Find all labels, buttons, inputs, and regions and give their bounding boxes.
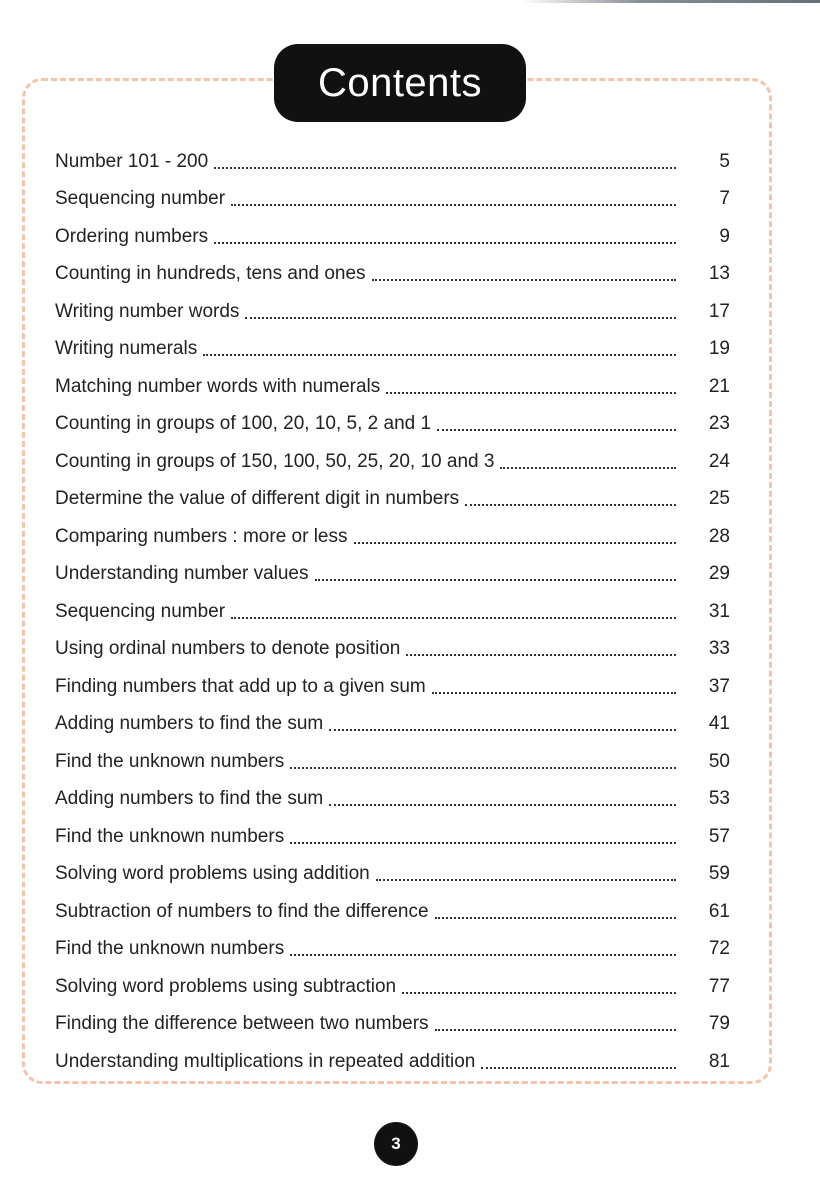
toc-dot-leader (231, 188, 676, 206)
toc-entry[interactable] (55, 331, 730, 369)
toc-entry[interactable] (55, 443, 730, 481)
toc-entry[interactable] (55, 856, 730, 894)
toc-dot-leader (354, 526, 677, 544)
toc-dot-leader (329, 788, 676, 806)
toc-entry-title: Counting in groups of 100, 20, 10, 5, 2 and 1 (55, 413, 432, 435)
toc-dot-leader (481, 1051, 676, 1069)
toc-entry-title: Counting in groups of 150, 100, 50, 25, 20, 10 and 3 (55, 450, 495, 472)
toc-dot-leader (203, 338, 676, 356)
toc-entry[interactable] (55, 143, 730, 181)
toc-entry-page: 5 (719, 150, 730, 172)
toc-entry[interactable] (55, 893, 730, 931)
toc-entry[interactable] (55, 1006, 730, 1044)
toc-entry[interactable] (55, 593, 730, 631)
page-number-badge (374, 1122, 418, 1166)
toc-entry-page: 13 (708, 263, 730, 285)
toc-entry-page: 41 (708, 713, 730, 735)
toc-dot-leader (432, 676, 676, 694)
toc-entry-page: 23 (708, 413, 730, 435)
toc-entry-title: Find the unknown numbers (55, 825, 285, 847)
toc-dot-leader (245, 301, 676, 319)
toc-entry-page: 59 (708, 863, 730, 885)
toc-entry[interactable] (55, 1043, 730, 1081)
page-number: 3 (391, 1134, 401, 1153)
toc-entry[interactable] (55, 631, 730, 669)
toc-entry-page: 33 (708, 638, 730, 660)
toc-dot-leader (402, 976, 676, 994)
toc-entry-title: Finding the difference between two numbers (55, 1013, 429, 1035)
toc-entry-title: Solving word problems using subtraction (55, 975, 397, 997)
toc-entry-title: Comparing numbers : more or less (55, 525, 348, 547)
toc-entry-page: 79 (708, 1013, 730, 1035)
page-top-edge-shadow (520, 0, 820, 3)
toc-entry[interactable] (55, 968, 730, 1006)
toc-entry-page: 21 (708, 375, 730, 397)
toc-entry[interactable] (55, 256, 730, 294)
toc-dot-leader (329, 713, 676, 731)
toc-entry[interactable] (55, 743, 730, 781)
toc-entry-title: Writing numerals (55, 338, 198, 360)
toc-entry-title: Understanding number values (55, 563, 309, 585)
toc-entry-page: 77 (708, 975, 730, 997)
toc-dot-leader (465, 488, 676, 506)
toc-dot-leader (435, 1013, 676, 1031)
toc-entry-page: 9 (719, 225, 730, 247)
toc-entry[interactable] (55, 368, 730, 406)
toc-entry-title: Find the unknown numbers (55, 938, 285, 960)
toc-entry[interactable] (55, 518, 730, 556)
toc-entry-title: Ordering numbers (55, 225, 209, 247)
toc-entry[interactable] (55, 931, 730, 969)
toc-entry-title: Understanding multiplications in repeated addition (55, 1050, 476, 1072)
toc-entry-page: 57 (708, 825, 730, 847)
toc-entry[interactable] (55, 668, 730, 706)
toc-dot-leader (437, 413, 676, 431)
toc-entry-page: 24 (708, 450, 730, 472)
toc-dot-leader (290, 938, 676, 956)
toc-dot-leader (406, 638, 676, 656)
toc-entry-title: Finding numbers that add up to a given sum (55, 675, 426, 697)
toc-entry-page: 7 (719, 188, 730, 210)
toc-entry[interactable] (55, 556, 730, 594)
toc-entry-page: 28 (708, 525, 730, 547)
toc-dot-leader (315, 563, 677, 581)
toc-entry-page: 19 (708, 338, 730, 360)
contents-heading-badge (274, 44, 526, 122)
toc-entry-title: Using ordinal numbers to denote position (55, 638, 401, 660)
toc-entry-title: Determine the value of different digit in numbers (55, 488, 460, 510)
toc-entry-title: Adding numbers to find the sum (55, 788, 324, 810)
toc-dot-leader (214, 151, 676, 169)
table-of-contents (55, 143, 730, 1081)
toc-dot-leader (214, 226, 676, 244)
toc-entry-title: Counting in hundreds, tens and ones (55, 263, 366, 285)
toc-entry-title: Find the unknown numbers (55, 750, 285, 772)
toc-entry-title: Sequencing number (55, 188, 226, 210)
toc-entry-page: 72 (708, 938, 730, 960)
toc-entry[interactable] (55, 406, 730, 444)
toc-entry[interactable] (55, 218, 730, 256)
toc-entry-page: 50 (708, 750, 730, 772)
toc-entry[interactable] (55, 181, 730, 219)
toc-entry-page: 29 (708, 563, 730, 585)
toc-entry-title: Matching number words with numerals (55, 375, 381, 397)
toc-entry-page: 53 (708, 788, 730, 810)
toc-entry[interactable] (55, 481, 730, 519)
toc-entry-page: 25 (708, 488, 730, 510)
toc-entry-title: Subtraction of numbers to find the difference (55, 900, 429, 922)
toc-entry-title: Solving word problems using addition (55, 863, 370, 885)
toc-entry-page: 61 (708, 900, 730, 922)
toc-entry[interactable] (55, 781, 730, 819)
toc-entry-page: 37 (708, 675, 730, 697)
toc-dot-leader (231, 601, 676, 619)
toc-entry[interactable] (55, 706, 730, 744)
toc-entry-page: 17 (708, 300, 730, 322)
toc-entry-page: 31 (708, 600, 730, 622)
toc-entry-title: Adding numbers to find the sum (55, 713, 324, 735)
contents-heading: Contents (317, 60, 483, 105)
toc-dot-leader (376, 863, 676, 881)
toc-dot-leader (372, 263, 676, 281)
toc-dot-leader (386, 376, 676, 394)
toc-entry[interactable] (55, 818, 730, 856)
toc-dot-leader (500, 451, 676, 469)
toc-dot-leader (290, 826, 676, 844)
toc-entry[interactable] (55, 293, 730, 331)
toc-entry-title: Number 101 - 200 (55, 150, 209, 172)
toc-dot-leader (290, 751, 676, 769)
toc-dot-leader (435, 901, 676, 919)
toc-entry-page: 81 (708, 1050, 730, 1072)
toc-entry-title: Sequencing number (55, 600, 226, 622)
toc-entry-title: Writing number words (55, 300, 240, 322)
